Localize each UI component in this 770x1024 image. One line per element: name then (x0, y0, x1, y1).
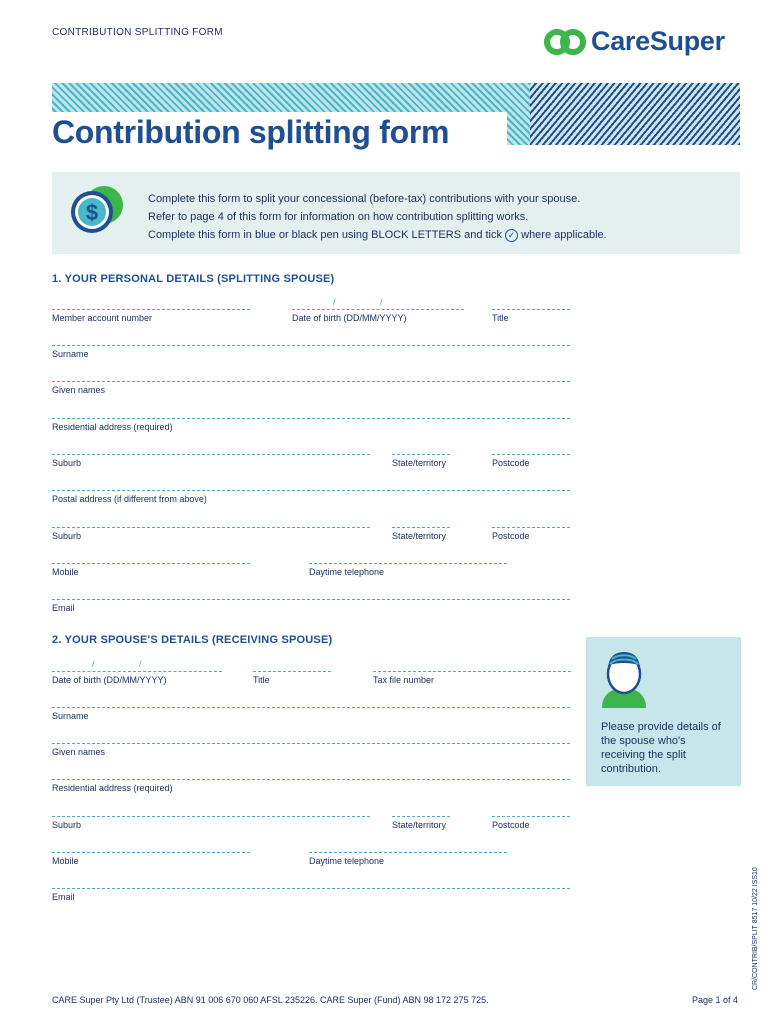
postcode-field[interactable] (492, 454, 570, 455)
spouse-title-field[interactable] (253, 671, 331, 672)
postal-address-field[interactable] (52, 490, 570, 491)
spouse-address-label: Residential address (required) (52, 783, 173, 793)
tick-icon: ✓ (505, 229, 518, 242)
state-field[interactable] (392, 454, 450, 455)
spouse-dob-field[interactable] (52, 671, 222, 672)
brand-name: CareSuper (591, 26, 725, 56)
dob-separator: / (333, 297, 336, 307)
postal-state-field[interactable] (392, 527, 450, 528)
spouse-daytime-phone-label: Daytime telephone (309, 856, 385, 866)
spouse-postcode-field[interactable] (492, 816, 570, 817)
postal-suburb-label: Suburb (52, 531, 82, 541)
postal-postcode-field[interactable] (492, 527, 570, 528)
spouse-email-field[interactable] (52, 888, 570, 889)
spouse-surname-field[interactable] (52, 707, 570, 708)
member-label: Member account number (52, 313, 153, 323)
spouse-title-label: Title (253, 675, 270, 685)
dob-separator: / (139, 659, 142, 669)
postal-suburb-field[interactable] (52, 527, 370, 528)
postal-postcode-label: Postcode (492, 531, 530, 541)
surname-label: Surname (52, 349, 89, 359)
spouse-mobile-field[interactable] (52, 852, 250, 853)
spouse-suburb-field[interactable] (52, 816, 370, 817)
spouse-postcode-label: Postcode (492, 820, 530, 830)
spouse-suburb-label: Suburb (52, 820, 82, 830)
mobile-field[interactable] (52, 563, 250, 564)
dob-label: Date of birth (DD/MM/YYYY) (292, 313, 407, 323)
section1-heading: 1. YOUR PERSONAL DETAILS (SPLITTING SPOUSE) (52, 273, 335, 285)
postcode-label: Postcode (492, 458, 530, 468)
intro-line-2: Refer to page 4 of this form for information on how contribution splitting works. (148, 211, 529, 223)
spouse-tfn-field[interactable] (373, 671, 571, 672)
given-names-field[interactable] (52, 381, 570, 382)
page-number: Page 1 of 4 (691, 995, 738, 1005)
email-label: Email (52, 603, 75, 613)
title-label: Title (492, 313, 509, 323)
spouse-mobile-label: Mobile (52, 856, 79, 866)
given-names-label: Given names (52, 385, 106, 395)
spouse-state-label: State/territory (392, 820, 447, 830)
dollar-coins-icon (66, 185, 128, 235)
spouse-email-label: Email (52, 892, 75, 902)
section2-heading: 2. YOUR SPOUSE'S DETAILS (RECEIVING SPOUSE) (52, 634, 333, 646)
surname-field[interactable] (52, 345, 570, 346)
daytime-phone-label: Daytime telephone (309, 567, 385, 577)
postal-address-label: Postal address (if different from above) (52, 494, 207, 504)
residential-address-field[interactable] (52, 418, 570, 419)
member-account-field[interactable] (52, 309, 250, 310)
title-field[interactable] (492, 309, 570, 310)
intro-line-3a: Complete this form in blue or black pen using BLOCK LETTERS and tick (148, 229, 502, 241)
person-avatar-icon (598, 650, 650, 708)
postal-state-label: State/territory (392, 531, 447, 541)
spouse-address-field[interactable] (52, 779, 570, 780)
suburb-label: Suburb (52, 458, 82, 468)
intro-line-3 (148, 226, 607, 244)
spouse-given-names-label: Given names (52, 747, 106, 757)
spouse-state-field[interactable] (392, 816, 450, 817)
intro-line-1: Complete this form to split your concessional (before-tax) contributions with your spouse. (148, 193, 581, 205)
svg-text:$: $ (85, 200, 99, 225)
decorative-banner-dark (530, 83, 740, 145)
spouse-given-names-field[interactable] (52, 743, 570, 744)
suburb-field[interactable] (52, 454, 370, 455)
caresuper-logo-icon (543, 27, 587, 57)
dob-separator: / (380, 297, 383, 307)
residential-address-label: Residential address (required) (52, 422, 173, 432)
form-label: CONTRIBUTION SPLITTING FORM (52, 27, 223, 38)
spouse-daytime-phone-field[interactable] (309, 852, 507, 853)
spouse-tfn-label: Tax file number (373, 675, 435, 685)
caresuper-logo (543, 26, 725, 57)
email-field[interactable] (52, 599, 570, 600)
intro-text (148, 190, 607, 244)
footer-legal: CARE Super Pty Ltd (Trustee) ABN 91 006 670 060 AFSL 235226. CARE Super (Fund) ABN 98 172 275 725. (52, 995, 489, 1005)
mobile-label: Mobile (52, 567, 79, 577)
dob-field[interactable] (292, 309, 464, 310)
spouse-note-text: Please provide details of the spouse who's receiving the split contribution. (601, 721, 721, 775)
dob-separator: / (92, 659, 95, 669)
daytime-phone-field[interactable] (309, 563, 507, 564)
spouse-dob-label: Date of birth (DD/MM/YYYY) (52, 675, 167, 685)
document-code: CR/CONTRIB/SPLIT 8517 10/22 ISS10 (752, 867, 759, 990)
intro-line-3b: where applicable. (521, 229, 607, 241)
spouse-surname-label: Surname (52, 711, 89, 721)
state-label: State/territory (392, 458, 447, 468)
page-title: Contribution splitting form (52, 114, 450, 150)
